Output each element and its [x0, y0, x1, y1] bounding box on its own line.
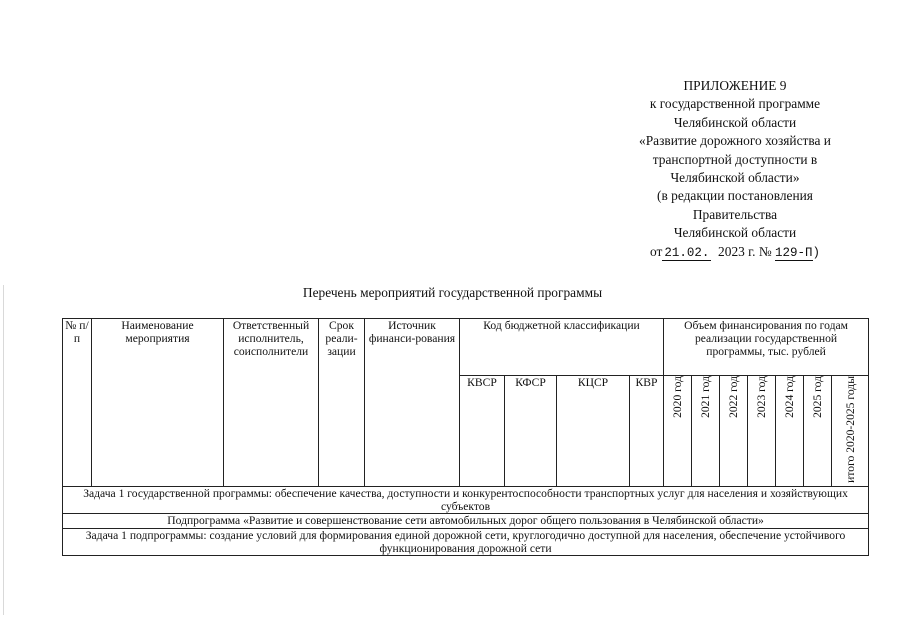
header-name: Наименование мероприятия [92, 319, 224, 487]
header-year-2025 [804, 376, 832, 487]
header-budget-code: Код бюджетной классификации [460, 319, 664, 376]
year-label: 2023 год [755, 376, 769, 418]
header-kcsr: КЦСР [557, 376, 630, 487]
header-number: № п/п [63, 319, 92, 487]
resolution-date-line [585, 243, 885, 262]
table-header-row [63, 319, 869, 376]
scan-margin-line [3, 285, 4, 615]
header-year-2021 [692, 376, 720, 487]
resolution-number-suffix: ) [812, 245, 821, 260]
year-label: 2025 год [811, 376, 825, 418]
appendix-line: (в редакции постановления [657, 188, 813, 204]
appendix-line: транспортной доступности в [652, 151, 818, 167]
year-label: 2021 год [699, 376, 713, 418]
header-kfsr: КФСР [505, 376, 557, 487]
year-label: 2024 год [783, 376, 797, 418]
measures-table [62, 318, 869, 556]
appendix-line: Челябинской области [673, 114, 797, 130]
table-row [63, 514, 869, 528]
appendix-line: «Развитие дорожного хозяйства и [639, 133, 831, 149]
header-kvsr: КВСР [460, 376, 505, 487]
document-title: Перечень мероприятий государственной программы [302, 285, 603, 300]
table-row [63, 528, 869, 555]
header-year-2023 [748, 376, 776, 487]
year-label: 2020 год [671, 376, 685, 418]
appendix-line: Челябинской области» [670, 170, 800, 186]
header-total [832, 376, 869, 487]
header-year-2020 [664, 376, 692, 487]
header-responsible: Ответственный исполнитель, соисполнители [224, 319, 319, 487]
header-year-2022 [720, 376, 748, 487]
date-year: 2023 г. № [718, 243, 772, 259]
appendix-line: Челябинской области [673, 225, 797, 241]
table-row [63, 487, 869, 514]
subprogram-task-row: Задача 1 подпрограммы: создание условий для формирования единой дорожной сети, круглогодично доступной для населения, обеспечение устойчивого функционирования дорожной сети [63, 528, 869, 555]
header-year-2024 [776, 376, 804, 487]
year-label: 2022 год [727, 376, 741, 418]
resolution-number: 129-П [775, 245, 813, 260]
task-1-row: Задача 1 государственной программы: обеспечение качества, доступности и конкурентоспособности транспортных услуг для населения и хозяйствующих субъектов [63, 487, 869, 514]
header-kvr: КВР [630, 376, 664, 487]
subprogram-row: Подпрограмма «Развитие и совершенствование сети автомобильных дорог общего пользования в Челябинской области» [63, 514, 869, 528]
appendix-line: Правительства [692, 206, 778, 222]
appendix-line: к государственной программе [649, 96, 821, 112]
resolution-date: 21.02. [664, 245, 710, 260]
year-label: итого 2020-2025 годы [843, 376, 857, 483]
date-prefix: от [649, 243, 663, 259]
resolution-number-wrap [775, 246, 820, 261]
appendix-header [585, 77, 885, 262]
header-source: Источник финанси-рования [365, 319, 460, 487]
header-volume: Объем финансирования по годам реализации государственной программы, тыс. рублей [664, 319, 869, 376]
header-term: Срок реали-зации [319, 319, 365, 487]
appendix-title: ПРИЛОЖЕНИЕ 9 [683, 78, 787, 93]
